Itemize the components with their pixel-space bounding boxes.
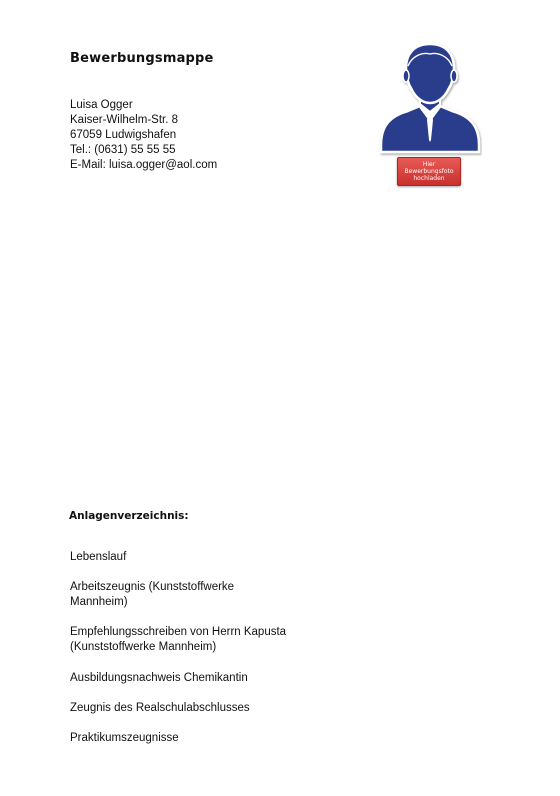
photo-placeholder (378, 40, 482, 158)
contact-email: E-Mail: luisa.ogger@aol.com (70, 159, 218, 171)
list-item (70, 671, 248, 686)
list-item-line1: Empfehlungsschreiben von Herrn Kapusta (70, 626, 287, 638)
list-item-line1: Ausbildungsnachweis Chemikantin (70, 672, 248, 684)
page-title: Bewerbungsmappe (70, 51, 214, 66)
upload-button-line2: Bewerbungsfoto (404, 168, 454, 175)
upload-button-line1: Hier (422, 161, 436, 168)
upload-photo-button[interactable] (397, 157, 461, 186)
list-item (70, 731, 179, 746)
contact-phone: Tel.: (0631) 55 55 55 (70, 144, 176, 156)
list-item (70, 550, 126, 565)
contact-name: Luisa Ogger (70, 99, 133, 111)
list-item-line2: (Kunststoffwerke Mannheim) (70, 641, 217, 653)
enclosures-title: Anlagenverzeichnis: (69, 510, 189, 522)
list-item (70, 625, 286, 655)
contact-block (70, 98, 217, 173)
contact-street: Kaiser-Wilhelm-Str. 8 (70, 114, 178, 126)
contact-city: 67059 Ludwigshafen (70, 129, 177, 141)
person-silhouette-icon (378, 40, 482, 158)
upload-button-line3: hochladen (413, 175, 445, 182)
list-item (70, 580, 234, 610)
list-item-line1: Praktikumszeugnisse (70, 732, 179, 744)
list-item-line1: Arbeitszeugnis (Kunststoffwerke (70, 581, 235, 593)
list-item-line2: Mannheim) (70, 596, 128, 608)
list-item (70, 701, 250, 716)
list-item-line1: Lebenslauf (70, 551, 127, 563)
list-item-line1: Zeugnis des Realschulabschlusses (70, 702, 250, 714)
